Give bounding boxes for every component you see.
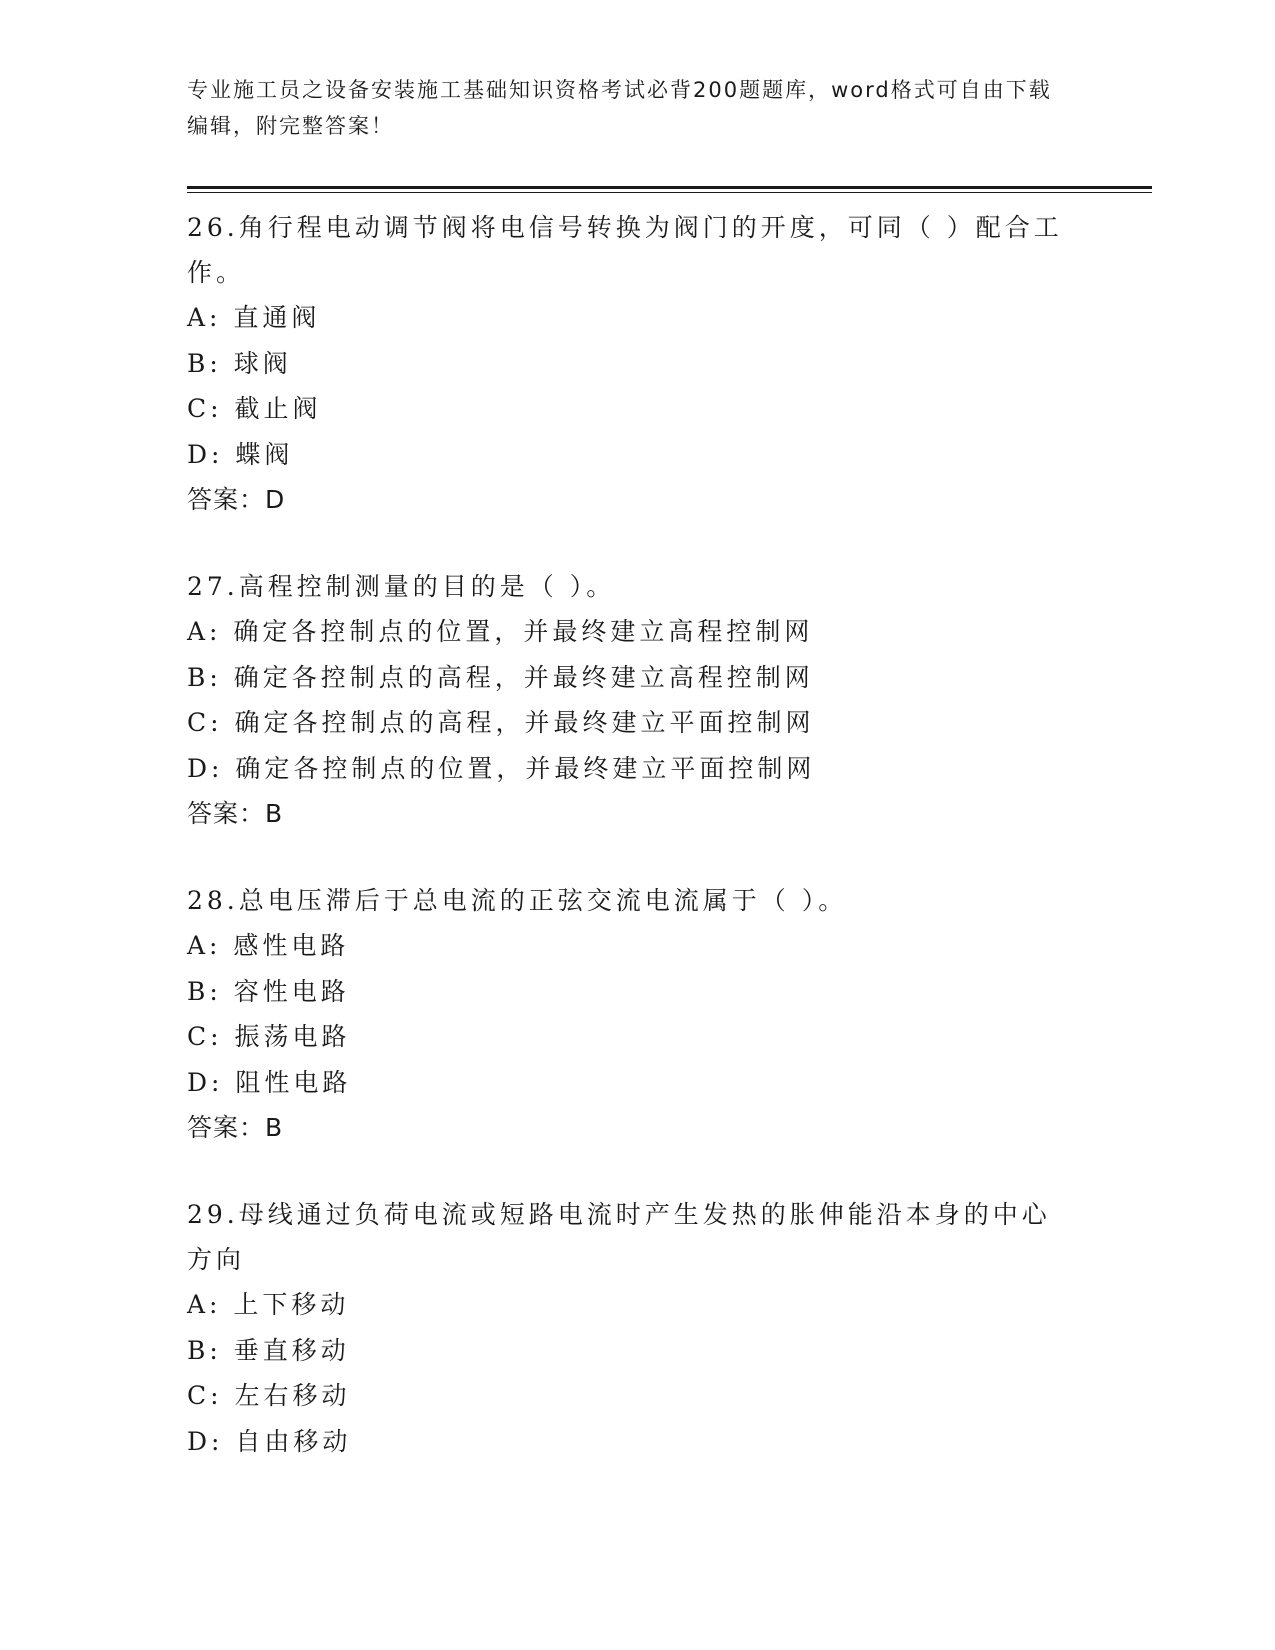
question-stem: 28.总电压滞后于总电流的正弦交流电流属于（ ）。 [187,886,848,915]
option-a: A: 上下移动 [187,1290,350,1319]
option-b: B: 垂直移动 [187,1335,350,1365]
option-d: D: 自由移动 [187,1426,352,1456]
document-page [187,72,1147,1506]
option-a: A: 确定各控制点的位置，并最终建立高程控制网 [187,617,814,646]
option-a: A: 直通阀 [187,303,321,332]
question-list [187,205,1147,1464]
option-b: B: 确定各控制点的高程，并最终建立高程控制网 [187,662,814,692]
option-c: C: 左右移动 [187,1381,351,1410]
option-d: D: 蝶阀 [187,439,294,469]
option-d: D: 确定各控制点的位置，并最终建立平面控制网 [187,753,816,783]
option-a: A: 感性电路 [187,931,350,960]
question-27 [187,564,1147,836]
document-header: 专业施工员之设备安装施工基础知识资格考试必背200题题库，word格式可自由下载编辑，附完整答案！ [187,78,1052,138]
question-28 [187,878,1147,1150]
option-b: B: 容性电路 [187,976,350,1006]
answer-text: 答案：B [187,799,284,828]
option-c: C: 确定各控制点的高程，并最终建立平面控制网 [187,708,815,737]
question-29 [187,1192,1147,1464]
option-c: C: 截止阀 [187,394,322,423]
header-divider [187,186,1152,193]
question-stem: 27.高程控制测量的目的是（ ）。 [187,572,616,601]
answer-text: 答案：B [187,1113,284,1142]
option-b: B: 球阀 [187,348,292,378]
question-stem: 29.母线通过负荷电流或短路电流时产生发热的胀伸能沿本身的中心方向 [187,1200,1051,1274]
option-c: C: 振荡电路 [187,1022,351,1051]
option-d: D: 阻性电路 [187,1067,352,1097]
answer-text: 答案：D [187,485,286,514]
question-26 [187,205,1147,522]
question-stem: 26.角行程电动调节阀将电信号转换为阀门的开度，可同（ ）配合工作。 [187,213,1063,287]
